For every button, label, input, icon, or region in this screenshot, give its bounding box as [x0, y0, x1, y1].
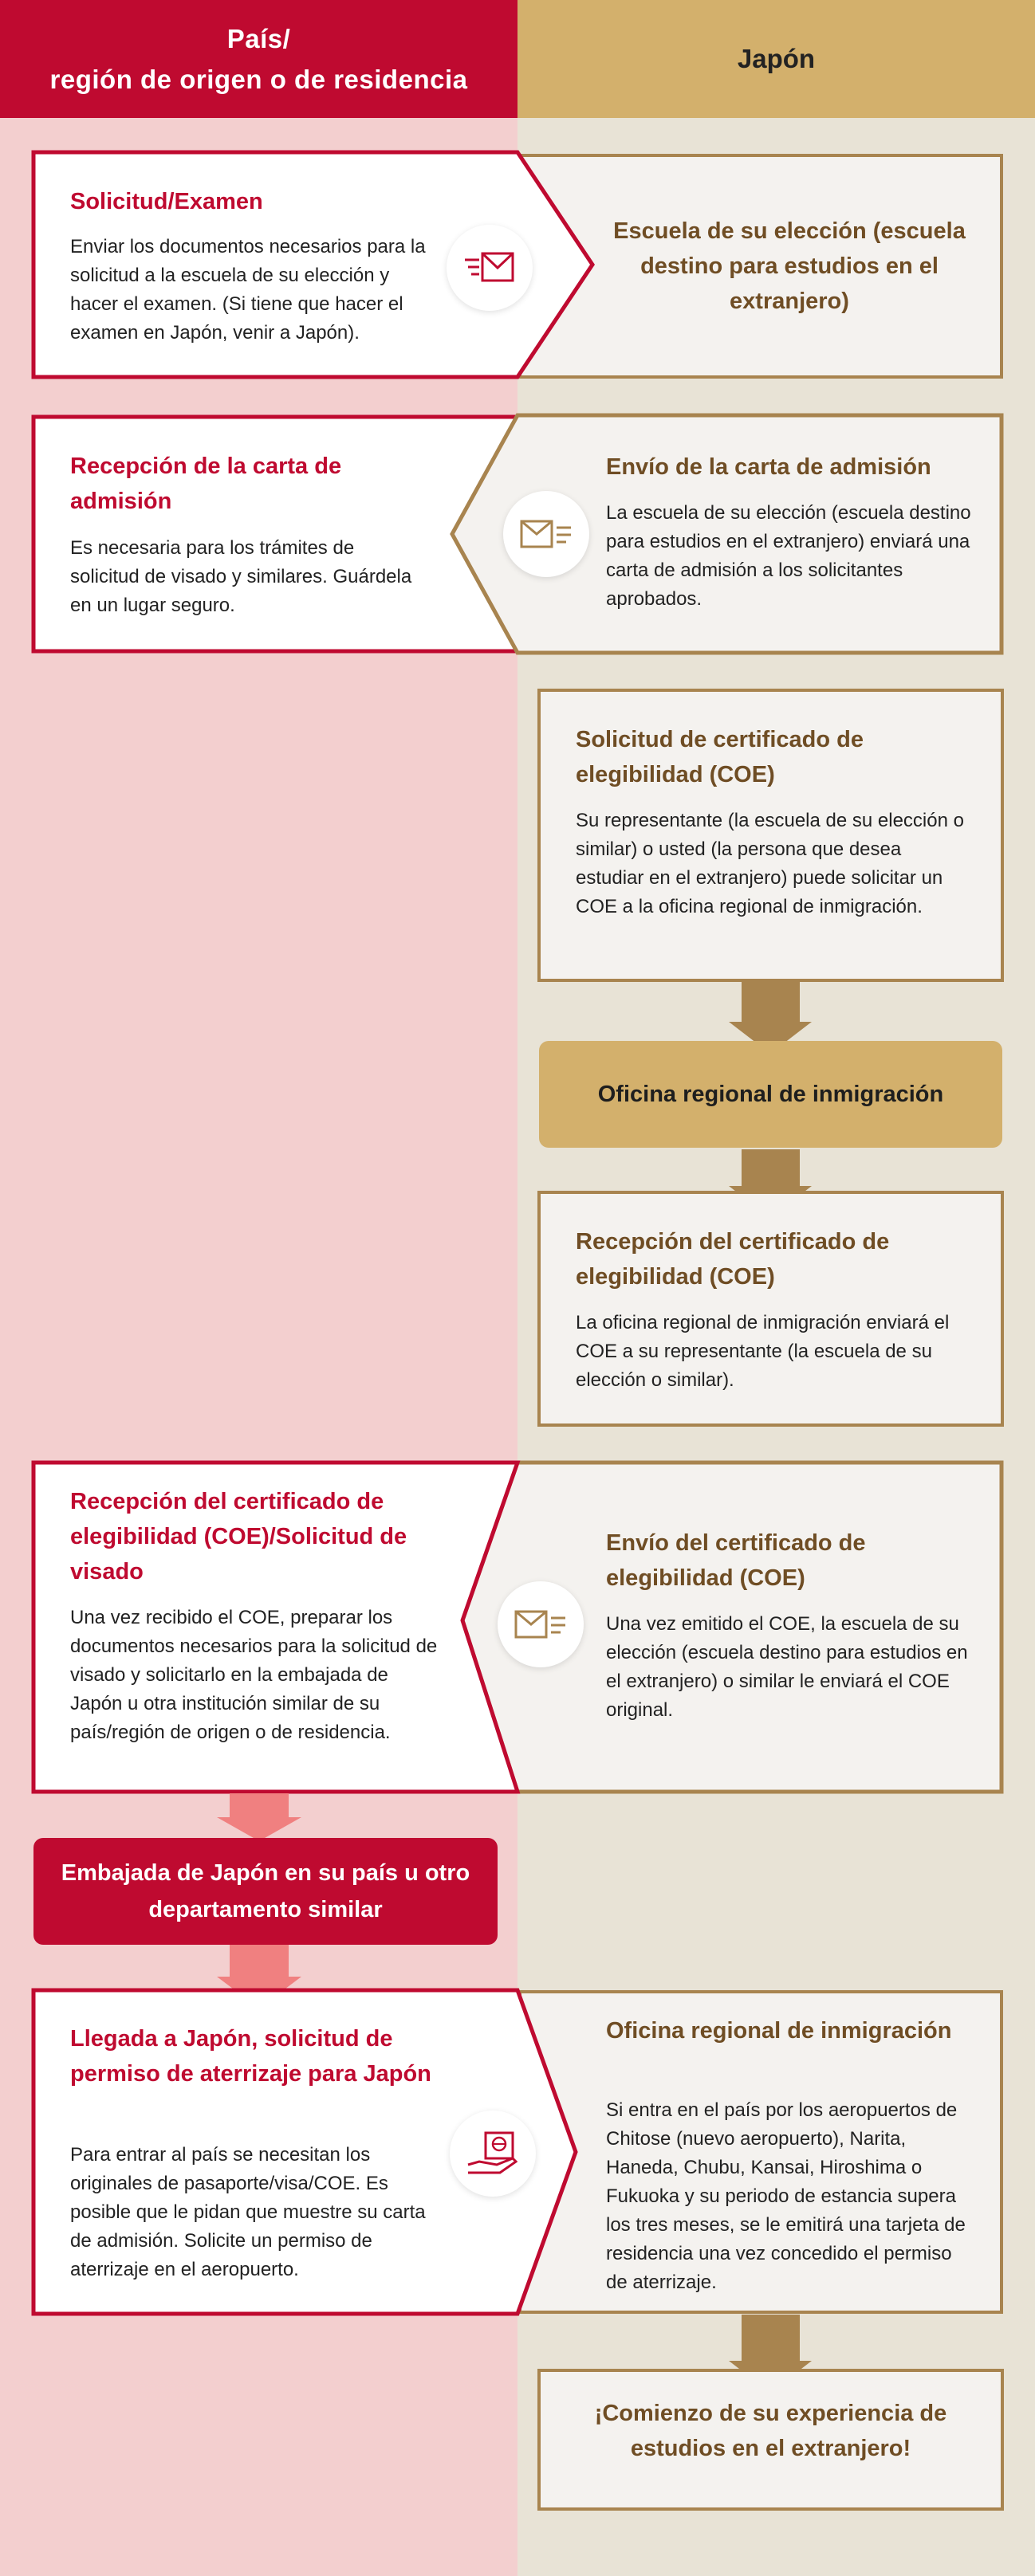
coe-receipt-japan-body: La oficina regional de inmigración enviará el COE a su representante (la escuela de su elección o similar).: [576, 1312, 950, 1391]
japan-header: Japón: [518, 0, 1035, 118]
coe-application-body: Su representante (la escuela de su elección o similar) o usted (la persona que desea estudiar en el extranjero) puede solicitar un COE a la oficina regional de inmigración.: [576, 810, 964, 917]
origin-country-header: País/ región de origen o de residencia: [0, 0, 518, 118]
down-arrow-red-1: [217, 1793, 301, 1841]
coe-receipt-visa-title: Recepción del certificado de elegibilidad (COE)/Solicitud de visado: [70, 1489, 407, 1584]
embassy-label: Embajada de Japón en su país u otro departamento similar: [33, 1838, 498, 1945]
send-mail-icon: [447, 225, 533, 311]
arrival-body: Para entrar al país se necesitan los originales de pasaporte/visa/COE. Es posible que le pidan que muestre su carta de admisión. Solicite un permiso de aterrizaje en el aeropuerto.: [70, 2144, 426, 2280]
application-title: Solicitud/Examen: [70, 189, 263, 214]
start-label: ¡Comienzo de su experiencia de estudios en el extranjero!: [594, 2401, 947, 2461]
coe-receipt-visa-body: Una vez recibido el COE, preparar los documentos necesarios para la solicitud de visado y solicitarlo en la embajada de Japón u otra institución similar de su país/región de origen o de residencia.: [70, 1607, 438, 1743]
arrival-title: Llegada a Japón, solicitud de permiso de aterrizaje para Japón: [70, 2026, 431, 2087]
school-title: Escuela de su elección (escuela destino para estudios en el extranjero): [613, 218, 966, 314]
coe-application-title: Solicitud de certificado de elegibilidad (COE): [576, 727, 864, 787]
coe-receipt-japan-title: Recepción del certificado de elegibilidad (COE): [576, 1229, 890, 1290]
mail-icon: [498, 1581, 584, 1667]
immigration-arrival-body: Si entra en el país por los aeropuertos de Chitose (nuevo aeropuerto), Narita, Haneda, Chubu, Kansai, Hiroshima o Fukuoka y su periodo de estancia supera los tres meses, se le emitirá una tarjeta de residencia una vez concedido el permiso de aterrizaje.: [606, 2099, 966, 2293]
admission-receipt-title: Recepción de la carta de admisión: [70, 454, 342, 514]
admission-send-body: La escuela de su elección (escuela destino para estudios en el extranjero) enviará una carta de admisión a los solicitantes aprobados.: [606, 502, 971, 610]
admission-send-title: Envío de la carta de admisión: [606, 454, 931, 480]
immigration-office-label: Oficina regional de inmigración: [539, 1041, 1002, 1148]
coe-send-body: Una vez emitido el COE, la escuela de su elección (escuela destino para estudios en el extranjero) o similar le enviará el COE original.: [606, 1613, 968, 1721]
immigration-arrival-title: Oficina regional de inmigración: [606, 2018, 952, 2044]
admission-receipt-body: Es necesaria para los trámites de solicitud de visado y similares. Guárdela en un lugar seguro.: [70, 537, 412, 616]
application-body: Enviar los documentos necesarios para la solicitud a la escuela de su elección y hacer el examen. (Si tiene que hacer el examen en Japón, venir a Japón).: [70, 236, 426, 344]
passport-hand-icon: [450, 2111, 536, 2197]
coe-send-title: Envío del certificado de elegibilidad (COE): [606, 1530, 866, 1591]
mail-icon: [503, 491, 589, 577]
